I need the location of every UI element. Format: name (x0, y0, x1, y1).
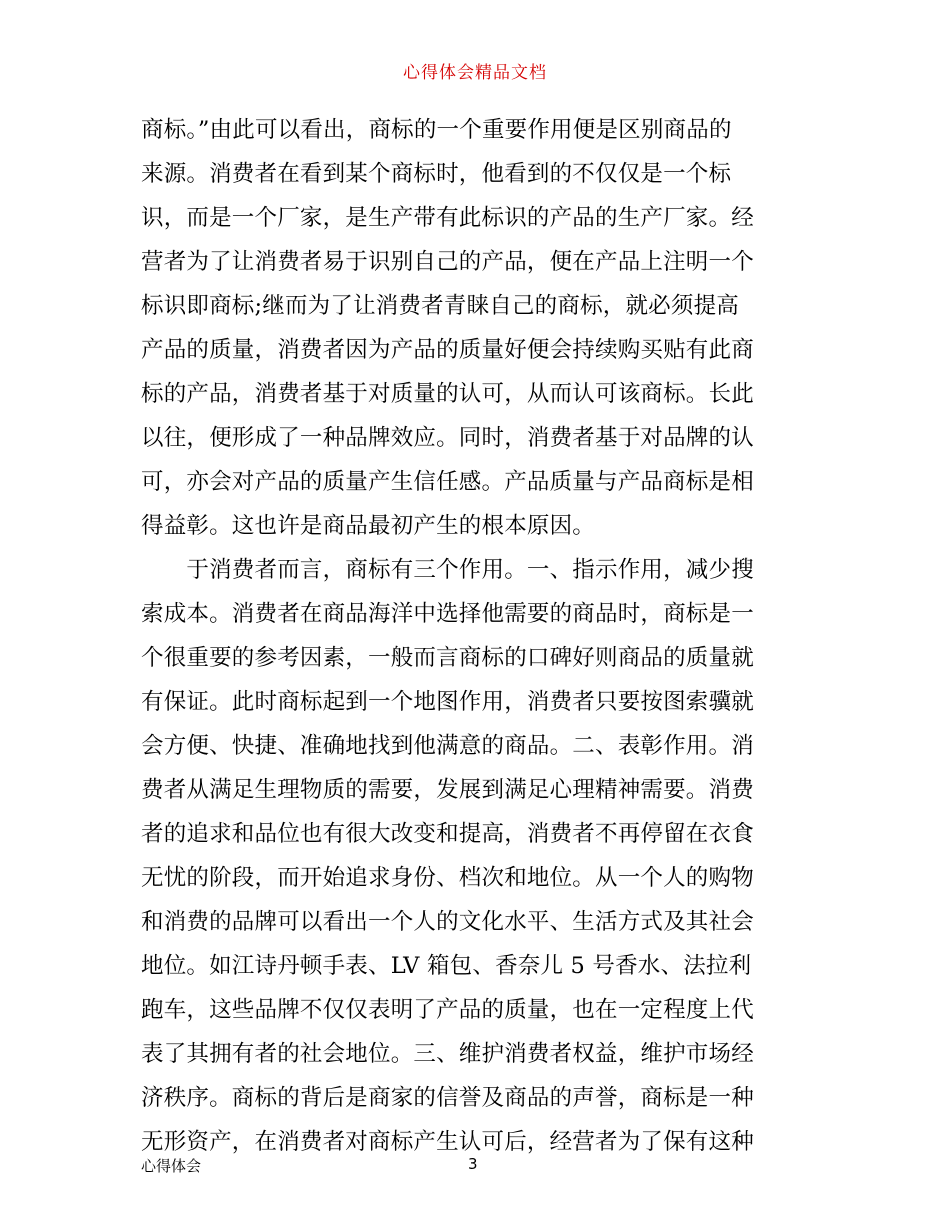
body-line: 于消费者而言，商标有三个作用。一、指示作用，减少搜 (141, 557, 754, 583)
body-line: 跑车，这些品牌不仅仅表明了产品的质量，也在一定程度上代 (141, 997, 754, 1023)
body-line: 以往，便形成了一种品牌效应。同时，消费者基于对品牌的认 (141, 425, 754, 451)
body-line: 识，而是一个厂家，是生产带有此标识的产品的生产厂家。经 (141, 205, 754, 231)
body-line: 来源。消费者在看到某个商标时，他看到的不仅仅是一个标 (141, 161, 732, 187)
body-line: 个很重要的参考因素，一般而言商标的口碑好则商品的质量就 (141, 645, 754, 671)
body-line: 无形资产，在消费者对商标产生认可后，经营者为了保有这种 (141, 1129, 754, 1155)
footer-label: 心得体会 (141, 1157, 202, 1175)
body-line: 商标。”由此可以看出，商标的一个重要作用便是区别商品的 (141, 117, 732, 143)
body-line: 者的追求和品位也有很大改变和提高，消费者不再停留在衣食 (141, 821, 754, 847)
body-line: 得益彰。这也许是商品最初产生的根本原因。 (141, 513, 596, 539)
body-line: 营者为了让消费者易于识别自己的产品，便在产品上注明一个 (141, 249, 754, 275)
page-header-title: 心得体会精品文档 (403, 63, 547, 83)
body-line: 有保证。此时商标起到一个地图作用，消费者只要按图索骥就 (141, 689, 754, 715)
body-line: 无忧的阶段，而开始追求身份、档次和地位。从一个人的购物 (141, 865, 754, 891)
body-line: 可，亦会对产品的质量产生信任感。产品质量与产品商标是相 (141, 469, 754, 495)
body-line: 产品的质量，消费者因为产品的质量好便会持续购买贴有此商 (141, 337, 754, 363)
body-line: 和消费的品牌可以看出一个人的文化水平、生活方式及其社会 (141, 909, 754, 935)
page-number: 3 (468, 1155, 478, 1173)
body-line: 标识即商标;继而为了让消费者青睐自己的商标，就必须提高 (141, 293, 739, 319)
document-body (141, 108, 813, 1164)
body-line: 地位。如江诗丹顿手表、LV 箱包、香奈儿 5 号香水、法拉利 (141, 953, 752, 979)
body-line: 济秩序。商标的背后是商家的信誉及商品的声誉，商标是一种 (141, 1085, 754, 1111)
body-line: 表了其拥有者的社会地位。三、维护消费者权益，维护市场经 (141, 1041, 754, 1067)
body-line: 会方便、快捷、准确地找到他满意的商品。二、表彰作用。消 (141, 733, 754, 759)
body-line: 费者从满足生理物质的需要，发展到满足心理精神需要。消费 (141, 777, 754, 803)
body-line: 索成本。消费者在商品海洋中选择他需要的商品时，商标是一 (141, 601, 754, 627)
body-line: 标的产品，消费者基于对质量的认可，从而认可该商标。长此 (141, 381, 754, 407)
